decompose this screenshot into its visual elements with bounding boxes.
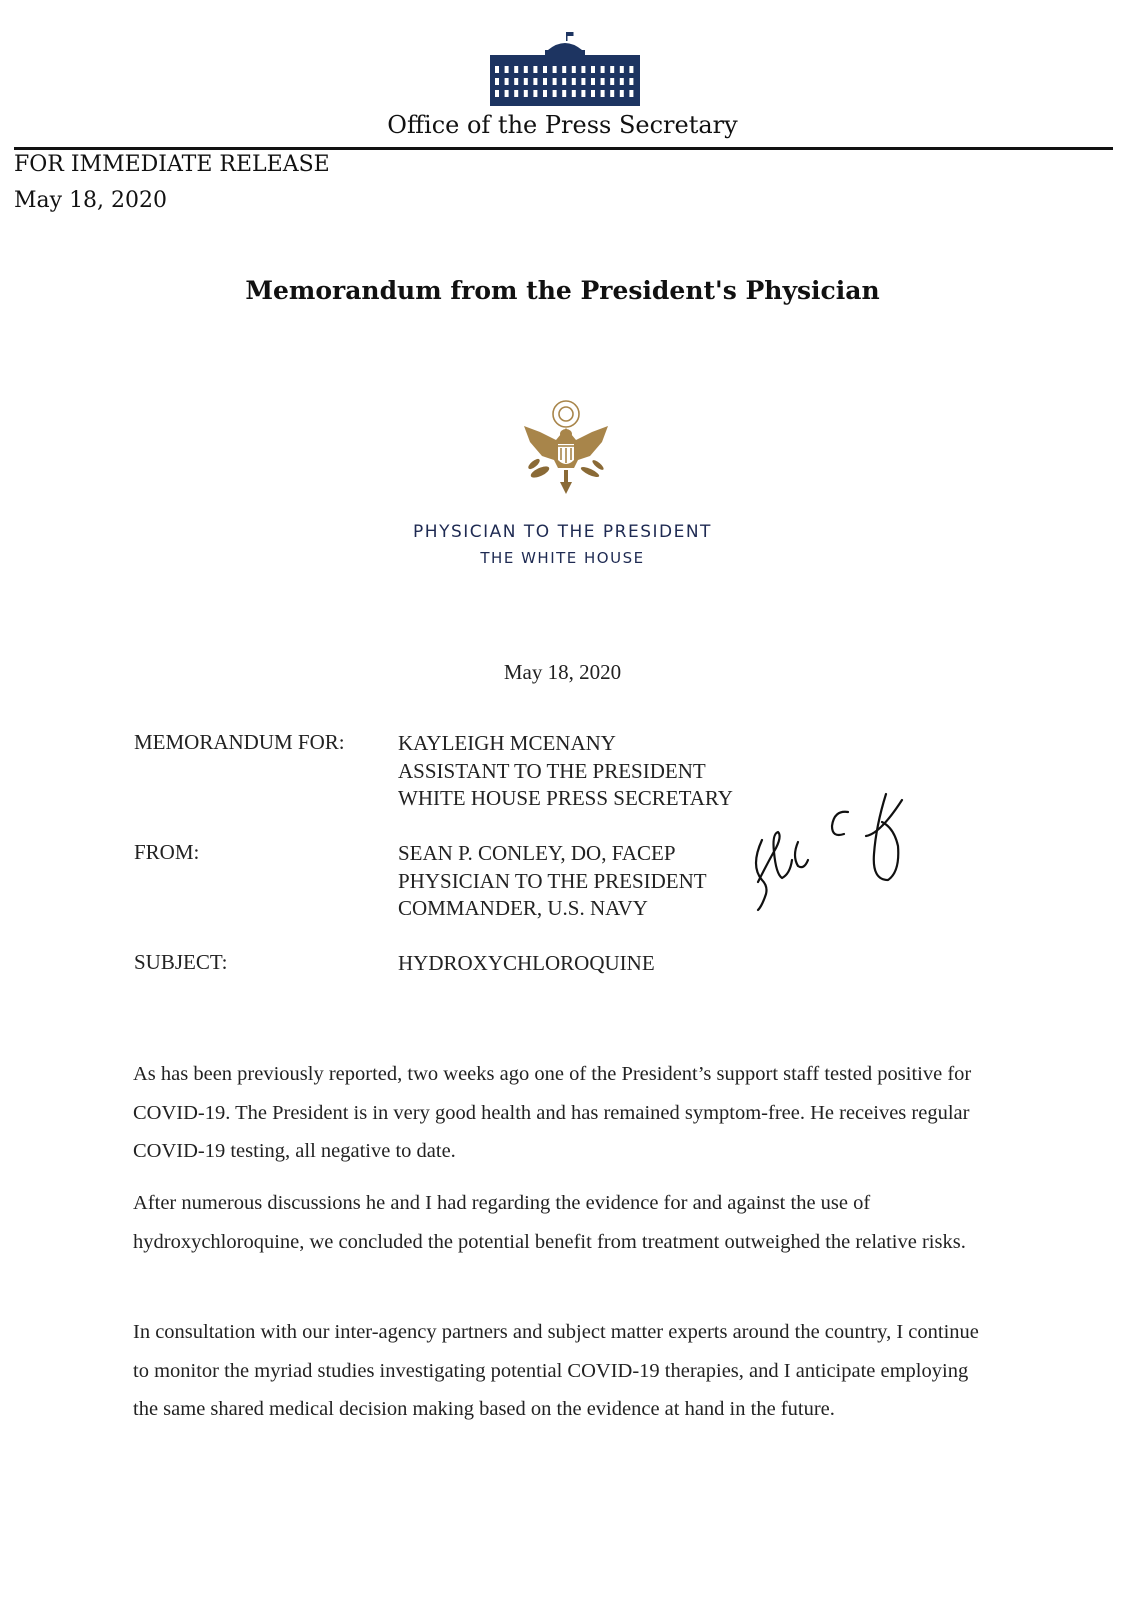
signature-icon xyxy=(748,782,908,914)
release-label: FOR IMMEDIATE RELEASE xyxy=(14,152,330,177)
body-paragraph: After numerous discussions he and I had regarding the evidence for and against the use of hydroxychloroquine, we concluded the potential benefit from treatment outweighed the relative risks. xyxy=(133,1192,966,1253)
sender-rank: COMMANDER, U.S. NAVY xyxy=(398,896,648,920)
memo-date: May 18, 2020 xyxy=(503,660,622,684)
sender-title: PHYSICIAN TO THE PRESIDENT xyxy=(398,868,707,893)
document-title: Memorandum from the President's Physician xyxy=(245,276,880,305)
white-house-icon xyxy=(490,28,640,108)
sender-name: SEAN P. CONLEY, DO, FACEP xyxy=(398,841,676,865)
release-date: May 18, 2020 xyxy=(14,188,168,213)
header-divider xyxy=(14,147,1113,150)
memorandum-for-recipient xyxy=(398,730,733,813)
from-label: FROM: xyxy=(134,840,200,864)
recipient-name: KAYLEIGH MCENANY xyxy=(398,731,616,755)
recipient-role: WHITE HOUSE PRESS SECRETARY xyxy=(398,786,733,810)
presidential-seal-icon xyxy=(520,398,612,498)
subject-value: HYDROXYCHLOROQUINE xyxy=(398,951,655,975)
memorandum-for-label: MEMORANDUM FOR: xyxy=(134,730,345,754)
office-title: Office of the Press Secretary xyxy=(387,111,738,139)
recipient-title: ASSISTANT TO THE PRESIDENT xyxy=(398,758,706,783)
letterhead-title: PHYSICIAN TO THE PRESIDENT xyxy=(413,522,712,542)
body-paragraph: In consultation with our inter-agency partners and subject matter experts around the country, I continue to monitor the myriad studies investigating potential COVID-19 therapies, and I anticipate employing the same shared medical decision making based on the evidence at hand in the future. xyxy=(133,1321,979,1420)
from-sender xyxy=(398,840,707,923)
letterhead-subtitle: THE WHITE HOUSE xyxy=(480,549,645,567)
subject-label: SUBJECT: xyxy=(134,950,228,974)
body-paragraph: As has been previously reported, two weeks ago one of the President’s support staff tested positive for COVID-19. The President is in very good health and has remained symptom-free. He receives regular COVID-19 testing, all negative to date. xyxy=(133,1063,972,1162)
